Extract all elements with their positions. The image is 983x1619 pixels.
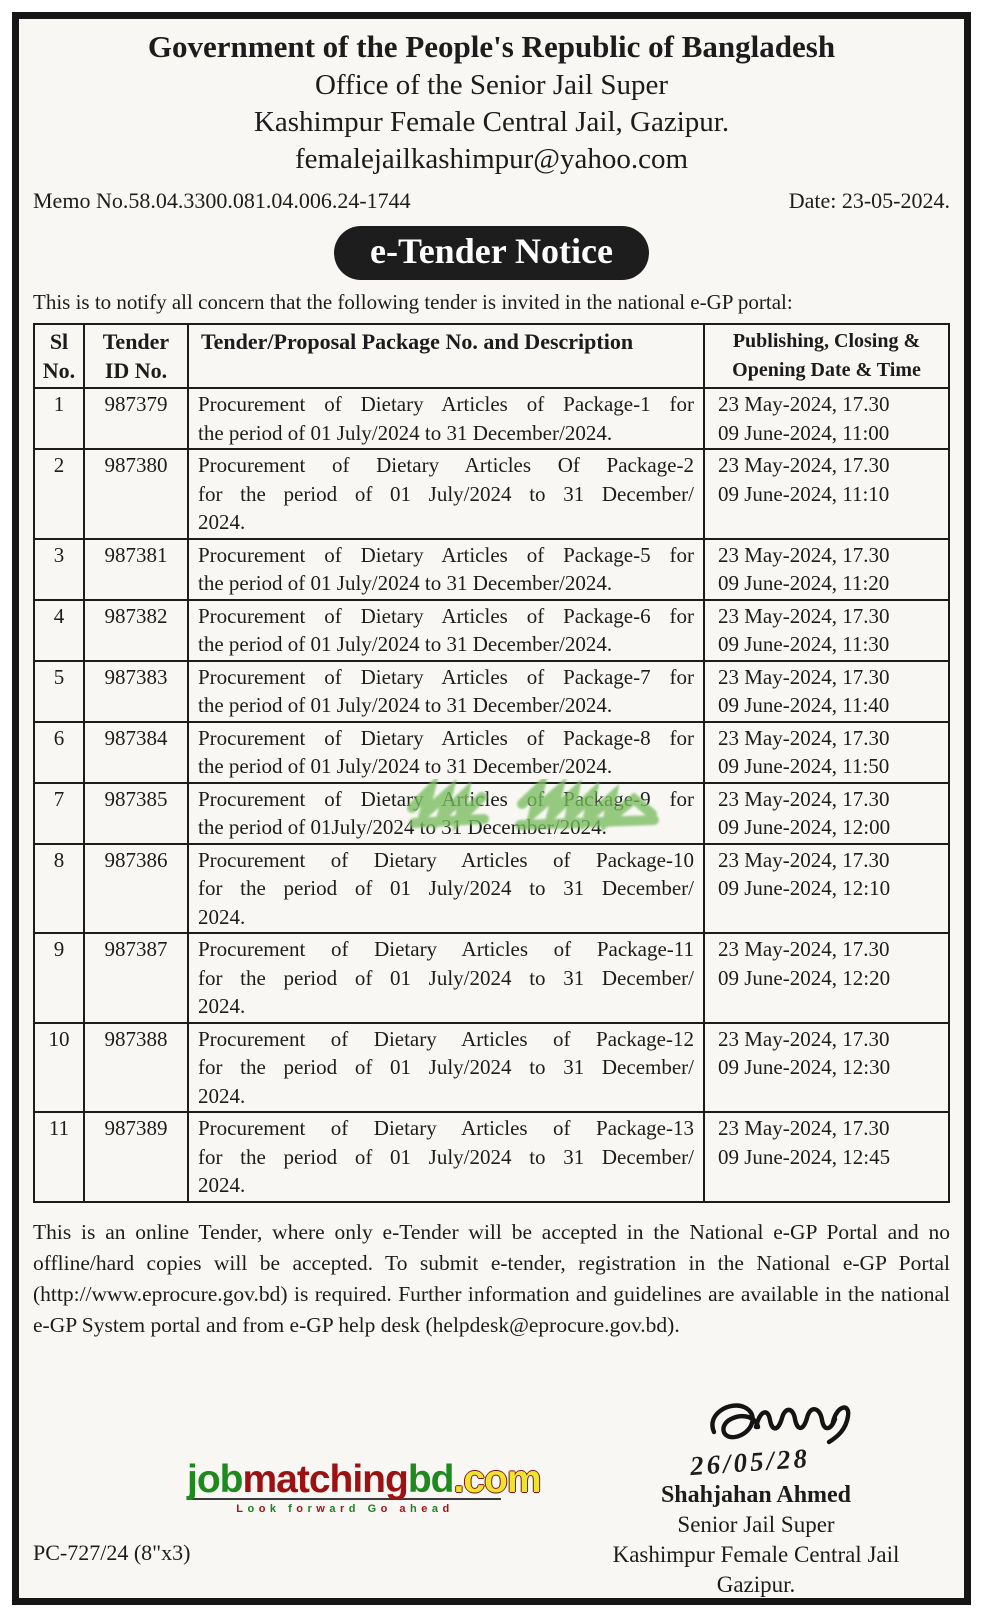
cell-sl-no: 1 bbox=[34, 388, 84, 449]
header-government: Government of the People's Republic of Bangladesh bbox=[147, 29, 836, 64]
page-border-frame bbox=[12, 12, 971, 1605]
date-line: 09 June-2024, 11:50 bbox=[718, 754, 890, 778]
cell-tender-id: 987379 bbox=[84, 388, 188, 449]
description-line: Procurement of Dietary Articles of Package-7 for bbox=[198, 664, 694, 689]
description-line: 2024. bbox=[198, 994, 246, 1018]
table-row bbox=[34, 722, 949, 783]
cell-description bbox=[188, 661, 704, 722]
cell-sl-no: 9 bbox=[34, 933, 84, 1023]
date-line: 23 May-2024, 17.30 bbox=[718, 453, 890, 477]
date-line: 23 May-2024, 17.30 bbox=[718, 1026, 890, 1051]
table-row bbox=[34, 933, 949, 1023]
header-office: Office of the Senior Jail Super bbox=[314, 69, 668, 101]
description-line: Procurement of Dietary Articles of Package-5 for bbox=[198, 542, 694, 567]
cell-description bbox=[188, 449, 704, 539]
date-line: 09 June-2024, 11:00 bbox=[718, 420, 890, 445]
description-line: the period of 01 July/2024 to 31 December/2024. bbox=[198, 754, 613, 778]
logo-segment: job bbox=[187, 1458, 243, 1501]
cell-description bbox=[188, 600, 704, 661]
cell-tender-id: 987381 bbox=[84, 539, 188, 600]
description-line: Procurement of Dietary Articles of Package-11 bbox=[198, 937, 694, 961]
cell-dates bbox=[704, 844, 949, 934]
cell-sl-no: 6 bbox=[34, 722, 84, 783]
logo-segment: .com bbox=[453, 1458, 541, 1501]
cell-description bbox=[188, 844, 704, 934]
cell-dates bbox=[704, 661, 949, 722]
table-row bbox=[34, 1023, 949, 1113]
date-line: 23 May-2024, 17.30 bbox=[718, 392, 890, 416]
table-row bbox=[34, 783, 949, 844]
cell-sl-no: 2 bbox=[34, 449, 84, 539]
date-line: 23 May-2024, 17.30 bbox=[718, 725, 890, 750]
cell-dates bbox=[704, 783, 949, 844]
table-row bbox=[34, 539, 949, 600]
cell-description bbox=[188, 783, 704, 844]
cell-tender-id: 987389 bbox=[84, 1112, 188, 1202]
table-row bbox=[34, 661, 949, 722]
cell-description bbox=[188, 388, 704, 449]
cell-tender-id: 987380 bbox=[84, 449, 188, 539]
date-line: 23 May-2024, 17.30 bbox=[718, 786, 890, 811]
description-line: the period of 01 July/2024 to 31 December/2024. bbox=[198, 632, 613, 656]
tender-table bbox=[33, 323, 950, 1203]
table-row bbox=[34, 600, 949, 661]
description-line: for the period of 01 July/2024 to 31 December/ bbox=[198, 1055, 694, 1079]
memo-date: Date: 23-05-2024. bbox=[788, 188, 950, 213]
description-line: Procurement of Dietary Articles of Package-12 bbox=[198, 1026, 694, 1051]
signatory-block bbox=[600, 1480, 912, 1600]
description-line: for the period of 01 July/2024 to 31 December/ bbox=[198, 1144, 694, 1169]
cell-tender-id: 987387 bbox=[84, 933, 188, 1023]
date-line: 09 June-2024, 11:40 bbox=[718, 693, 890, 717]
jobmatchingbd-logo bbox=[187, 1458, 541, 1515]
cell-description bbox=[188, 539, 704, 600]
description-line: Procurement of Dietary Articles of Package-8 for bbox=[198, 725, 694, 750]
logo-tagline: Look forward Go ahead bbox=[236, 1503, 454, 1515]
cell-description bbox=[188, 1112, 704, 1202]
col-header-sl: Sl No. bbox=[34, 324, 84, 388]
cell-tender-id: 987388 bbox=[84, 1023, 188, 1113]
table-row bbox=[34, 388, 949, 449]
cell-sl-no: 11 bbox=[34, 1112, 84, 1202]
description-line: for the period of 01 July/2024 to 31 December/ bbox=[198, 965, 694, 990]
cell-tender-id: 987383 bbox=[84, 661, 188, 722]
date-line: 09 June-2024, 11:20 bbox=[718, 571, 890, 595]
cell-dates bbox=[704, 933, 949, 1023]
intro-text: This is to notify all concern that the following tender is invited in the national e-GP portal: bbox=[33, 290, 793, 314]
logo-segment: matching bbox=[242, 1458, 408, 1501]
cell-tender-id: 987384 bbox=[84, 722, 188, 783]
date-line: 23 May-2024, 17.30 bbox=[718, 664, 890, 689]
cell-dates bbox=[704, 722, 949, 783]
date-line: 09 June-2024, 12:30 bbox=[718, 1055, 891, 1079]
date-line: 09 June-2024, 12:00 bbox=[718, 815, 891, 839]
cell-description bbox=[188, 722, 704, 783]
description-line: 2024. bbox=[198, 510, 246, 534]
e-tender-notice-badge: e-Tender Notice bbox=[334, 226, 649, 280]
col-header-tender-id: Tender ID No. bbox=[84, 324, 188, 388]
description-line: the period of 01July/2024 to 31 December/2024. bbox=[198, 815, 607, 839]
description-line: the period of 01 July/2024 to 31 December/2024. bbox=[198, 420, 613, 445]
cell-description bbox=[188, 933, 704, 1023]
table-header-row bbox=[34, 324, 949, 388]
description-line: Procurement of Dietary Articles of Package-13 bbox=[198, 1116, 694, 1140]
table-row bbox=[34, 449, 949, 539]
date-line: 23 May-2024, 17.30 bbox=[718, 847, 890, 872]
description-line: 2024. bbox=[198, 1173, 246, 1197]
col-header-description: Tender/Proposal Package No. and Description bbox=[188, 324, 704, 388]
date-line: 23 May-2024, 17.30 bbox=[718, 542, 890, 567]
description-line: for the period of 01 July/2024 to 31 December/ bbox=[198, 481, 694, 506]
description-line: Procurement of Dietary Articles of Package-9 for bbox=[198, 786, 694, 811]
cell-description bbox=[188, 1023, 704, 1113]
date-line: 09 June-2024, 12:45 bbox=[718, 1144, 891, 1169]
table-row bbox=[34, 844, 949, 934]
date-line: 23 May-2024, 17.30 bbox=[718, 1116, 890, 1140]
date-line: 23 May-2024, 17.30 bbox=[718, 603, 890, 628]
cell-dates bbox=[704, 1112, 949, 1202]
description-line: for the period of 01 July/2024 to 31 December/ bbox=[198, 876, 694, 900]
description-line: Procurement of Dietary Articles of Package-10 bbox=[198, 847, 694, 872]
header-jail: Kashimpur Female Central Jail, Gazipur. bbox=[253, 106, 730, 138]
header-email: femalejailkashimpur@yahoo.com bbox=[294, 143, 689, 175]
cell-sl-no: 5 bbox=[34, 661, 84, 722]
date-line: 09 June-2024, 12:20 bbox=[718, 965, 891, 990]
jobmatchingbd-logo-text bbox=[187, 1458, 541, 1501]
description-line: Procurement of Dietary Articles of Package-1 for bbox=[198, 392, 694, 416]
memo-number: Memo No.58.04.3300.081.04.006.24-1744 bbox=[33, 188, 411, 213]
cell-sl-no: 10 bbox=[34, 1023, 84, 1113]
cell-dates bbox=[704, 539, 949, 600]
col-header-dates: Publishing, Closing & Opening Date & Time bbox=[704, 324, 949, 388]
date-line: 09 June-2024, 11:10 bbox=[718, 481, 890, 506]
date-line: 09 June-2024, 11:30 bbox=[718, 632, 890, 656]
logo-segment: bd bbox=[407, 1458, 454, 1501]
online-tender-note: This is an online Tender, where only e-Tender will be accepted in the National e-GP Portal and no offline/hard copies will be accepted. To submit e-tender, registration in the National e-GP Portal (http://www.eprocure.gov.bd) is required. Further information and guidelines are available in the national e-GP System portal and from e-GP help desk (helpdesk@eprocure.gov.bd). bbox=[33, 1219, 950, 1337]
date-line: 09 June-2024, 12:10 bbox=[718, 876, 891, 900]
signatory-org: Kashimpur Female Central Jail bbox=[612, 1542, 900, 1567]
signatory-title: Senior Jail Super bbox=[677, 1512, 835, 1537]
memo-row bbox=[33, 188, 950, 214]
date-line: 23 May-2024, 17.30 bbox=[718, 937, 890, 961]
cell-dates bbox=[704, 388, 949, 449]
cell-sl-no: 4 bbox=[34, 600, 84, 661]
description-line: 2024. bbox=[198, 1083, 246, 1108]
cell-sl-no: 3 bbox=[34, 539, 84, 600]
description-line: 2024. bbox=[198, 904, 246, 929]
signatory-name: Shahjahan Ahmed bbox=[660, 1482, 852, 1508]
description-line: the period of 01 July/2024 to 31 December/2024. bbox=[198, 571, 613, 595]
cell-dates bbox=[704, 1023, 949, 1113]
print-code: PC-727/24 (8"x3) bbox=[33, 1540, 191, 1565]
signatory-location: Gazipur. bbox=[716, 1572, 796, 1597]
description-line: Procurement of Dietary Articles of Package-6 for bbox=[198, 603, 694, 628]
cell-tender-id: 987385 bbox=[84, 783, 188, 844]
cell-sl-no: 8 bbox=[34, 844, 84, 934]
cell-dates bbox=[704, 449, 949, 539]
signature-handwritten-date: 26/05/28 bbox=[689, 1442, 811, 1482]
table-row bbox=[34, 1112, 949, 1202]
description-line: the period of 01 July/2024 to 31 December/2024. bbox=[198, 693, 613, 717]
cell-dates bbox=[704, 600, 949, 661]
cell-tender-id: 987382 bbox=[84, 600, 188, 661]
cell-sl-no: 7 bbox=[34, 783, 84, 844]
description-line: Procurement of Dietary Articles Of Package-2 bbox=[198, 453, 694, 477]
cell-tender-id: 987386 bbox=[84, 844, 188, 934]
